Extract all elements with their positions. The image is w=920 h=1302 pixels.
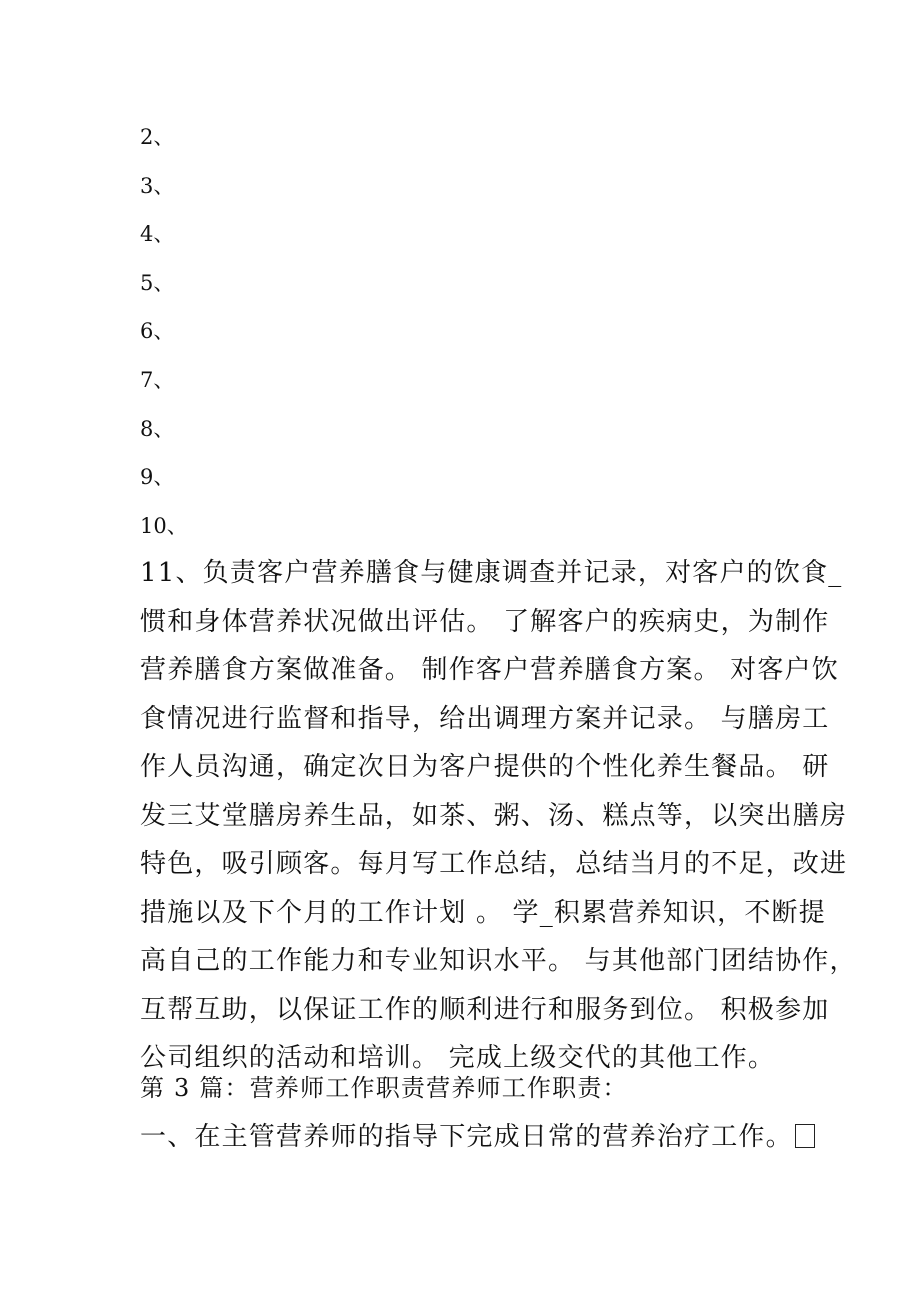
paragraph-line: 互帮互助，以保证工作的顺利进行和服务到位。 积极参加	[140, 994, 830, 1025]
paragraph-line: 高自己的工作能力和专业知识水平。 与其他部门团结协作，	[140, 946, 857, 976]
list-item: 2、	[140, 125, 175, 149]
paragraph-line: 营养膳食方案做准备。 制作客户营养膳食方案。 对客户饮	[140, 655, 839, 685]
paragraph-line: 作人员沟通，确定次日为客户提供的个性化养生餐品。 研	[140, 752, 830, 782]
box-icon	[795, 1124, 815, 1148]
paragraph-line: 措施以及下个月的工作计划 。 学_积累营养知识，不断提	[140, 897, 826, 928]
list-item: 9、	[140, 465, 175, 490]
paragraph-line: 惯和身体营养状况做出评估。 了解客户的疾病史，为制作	[140, 606, 830, 637]
list-item: 3、	[140, 173, 175, 198]
paragraph-line: 特色，吸引顾客。每月写工作总结，总结当月的不足，改进	[140, 849, 848, 879]
numbered-list	[140, 118, 188, 555]
item-11-paragraph	[140, 553, 857, 1087]
list-item: 10、	[140, 513, 188, 538]
paragraph-line: 公司组织的活动和培训。 完成上级交代的其他工作。	[140, 1043, 776, 1073]
paragraph-line: 食情况进行监督和指导，给出调理方案并记录。 与膳房工	[140, 703, 830, 734]
list-item: 4、	[140, 222, 175, 247]
paragraph-line: 11、负责客户营养膳食与健康调查并记录，对客户的饮食_	[140, 558, 843, 588]
item-1-text: 一、在主管营养师的指导下完成日常的营养治疗工作。	[140, 1122, 793, 1152]
list-item: 6、	[140, 319, 175, 344]
paragraph-line: 发三艾堂膳房养生品，如茶、粥、汤、糕点等，以突出膳房	[140, 800, 848, 831]
list-item: 7、	[140, 367, 175, 392]
list-item: 5、	[140, 270, 175, 295]
section-3-heading: 第 3 篇：营养师工作职责营养师工作职责：	[140, 1074, 628, 1102]
list-item: 8、	[140, 416, 175, 441]
section-3-item-1	[140, 1117, 815, 1157]
